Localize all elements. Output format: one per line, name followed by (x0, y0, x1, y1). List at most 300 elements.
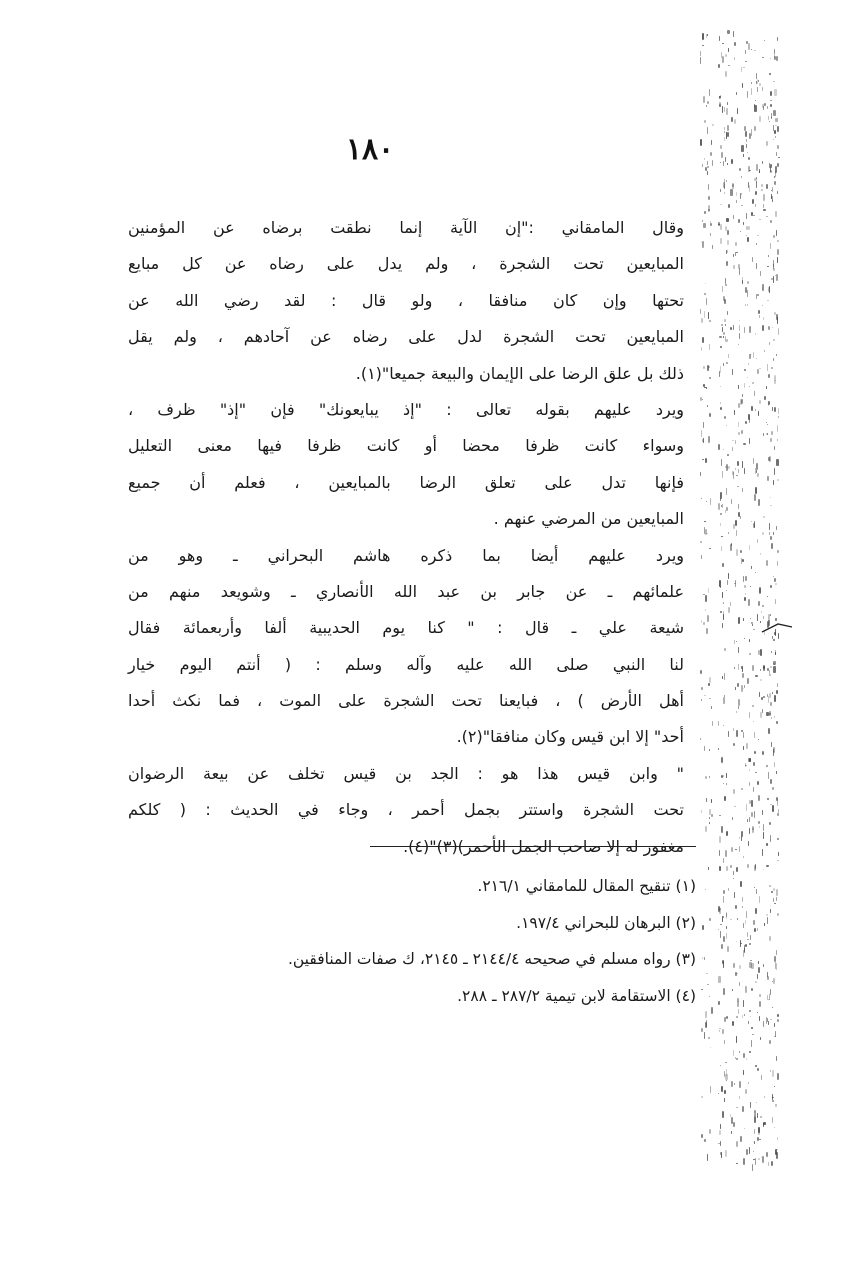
scan-speck (707, 405, 708, 407)
scan-speck (743, 856, 745, 858)
scan-speck (704, 957, 706, 960)
scan-speck (772, 692, 773, 694)
scan-speck (738, 344, 739, 345)
scan-speck (758, 1130, 760, 1135)
scan-speck (771, 742, 772, 747)
scan-speck (761, 189, 763, 191)
scan-speck (750, 1016, 751, 1017)
scan-speck (767, 917, 768, 924)
scan-speck (741, 430, 743, 434)
scan-speck (740, 881, 742, 887)
scan-speck (739, 320, 740, 321)
scan-speck (767, 694, 768, 697)
scan-speck (724, 648, 726, 651)
scan-speck (774, 632, 776, 635)
scan-speck (707, 101, 709, 104)
scan-speck (737, 683, 739, 687)
scan-speck (732, 1021, 734, 1026)
scan-speck (739, 1081, 741, 1088)
scan-speck (753, 1151, 754, 1152)
scan-speck (736, 475, 738, 476)
scan-speck (723, 161, 725, 166)
scan-speck (703, 223, 705, 228)
scan-speck (738, 469, 740, 473)
scan-speck (771, 717, 773, 719)
scan-speck (701, 1096, 703, 1098)
scan-speck (769, 1040, 771, 1044)
scan-speck (700, 472, 701, 476)
scan-speck (757, 1068, 759, 1071)
scan-speck (734, 57, 735, 60)
scan-speck (756, 463, 758, 470)
footnote: (١) تنقيح المقال للمامقاني ٢١٦/١. (477, 877, 696, 895)
scan-speck (727, 466, 729, 469)
scan-speck (747, 819, 749, 822)
scan-speck (757, 473, 759, 477)
scan-speck (743, 443, 745, 445)
scan-speck (773, 260, 774, 267)
scan-speck (777, 257, 778, 263)
scan-speck (708, 184, 709, 190)
scan-speck (727, 946, 729, 952)
scan-speck (726, 218, 728, 222)
scan-speck (719, 371, 720, 377)
scan-speck (728, 573, 729, 579)
scan-speck (778, 408, 779, 414)
scan-speck (758, 1158, 760, 1160)
scan-speck (758, 739, 760, 740)
scan-speck (724, 1040, 726, 1044)
scan-speck (733, 31, 734, 37)
scan-speck (778, 852, 779, 856)
scan-speck (753, 762, 755, 766)
scan-speck (719, 850, 720, 856)
scan-speck (736, 1141, 738, 1147)
scan-speck (736, 941, 738, 942)
scan-speck (761, 184, 763, 187)
scan-speck (726, 783, 728, 785)
scan-speck (727, 311, 729, 315)
scan-speck (760, 712, 761, 718)
scan-speck (721, 459, 723, 466)
scan-speck (749, 326, 751, 333)
scan-speck (736, 200, 737, 203)
scan-speck (707, 615, 709, 622)
scan-speck (748, 1021, 749, 1024)
scan-speck (735, 468, 736, 470)
scan-speck (755, 409, 756, 411)
body-line: المبايعين تحت الشجرة لدل على رضاه عن آحادهم ، ولم يقل (128, 327, 684, 347)
scan-speck (773, 639, 774, 641)
scan-speck (701, 555, 702, 559)
body-line: ويرد عليهم بقوله تعالى : "إذ يبايعونك" فإن "إذ" ظرف ، (128, 399, 684, 419)
scan-speck (730, 602, 731, 606)
scan-speck (735, 972, 737, 976)
scan-speck (774, 54, 775, 58)
scan-speck (701, 498, 703, 499)
scan-speck (736, 549, 738, 556)
scan-speck (748, 758, 750, 762)
scan-speck (763, 1122, 765, 1125)
scan-speck (767, 596, 768, 597)
footnote: (٣) رواه مسلم في صحيحه ٢١٤٤/٤ ـ ٢١٤٥، ك صفات المنافقين. (287, 950, 696, 968)
scan-speck (720, 386, 721, 387)
scan-speck (707, 1154, 709, 1161)
scan-speck (772, 327, 774, 328)
scan-speck (725, 54, 727, 57)
body-line: وسواء كانت ظرفا محضا أو كانت ظرفا فيها معنى التعليل (128, 436, 684, 456)
body-line: مغفور له إلا صاحب الجمل الأحمر)(٣)"(٤). (403, 836, 684, 856)
scan-speck (756, 358, 757, 359)
scan-speck (770, 666, 772, 668)
scan-speck (728, 731, 730, 737)
scan-speck (767, 424, 768, 425)
scan-speck (767, 976, 769, 980)
scan-speck (737, 918, 739, 920)
scan-speck (773, 81, 775, 82)
scan-speck (711, 799, 713, 803)
scan-speck (745, 1089, 747, 1094)
scan-speck (750, 1102, 752, 1108)
scan-speck (739, 982, 740, 986)
scan-speck (742, 897, 743, 902)
scan-speck (743, 67, 745, 68)
body-line: المبايعين تحت الشجرة ، ولم يدل على رضاه عن كل مبايع (128, 254, 684, 274)
scan-speck (747, 939, 749, 940)
scan-speck (773, 480, 774, 485)
scan-speck (754, 126, 756, 131)
scan-speck (742, 1106, 744, 1112)
scan-speck (751, 963, 753, 969)
scan-speck (739, 846, 741, 852)
scan-speck (754, 104, 755, 107)
scan-speck (770, 497, 771, 498)
scan-speck (769, 532, 770, 535)
scan-speck (753, 629, 755, 630)
scan-speck (749, 782, 751, 786)
scan-speck (770, 91, 772, 96)
scan-speck (742, 394, 744, 397)
scan-speck (720, 1124, 721, 1129)
scan-speck (757, 614, 758, 621)
scan-speck (757, 928, 758, 931)
scan-speck (704, 521, 706, 522)
scan-speck (724, 416, 726, 419)
scan-speck (760, 1116, 762, 1118)
scan-speck (770, 220, 772, 223)
scan-speck (749, 712, 751, 718)
scan-speck (731, 1117, 733, 1124)
scan-speck (712, 721, 713, 726)
scan-speck (738, 706, 739, 709)
scan-speck (740, 516, 741, 519)
scan-speck (733, 963, 735, 968)
scan-speck (727, 30, 729, 34)
scan-speck (723, 602, 724, 604)
scan-speck (731, 1081, 733, 1087)
scan-speck (766, 184, 768, 189)
scan-speck (776, 1056, 777, 1061)
scan-speck (768, 255, 769, 257)
scan-speck (757, 974, 758, 979)
scan-speck (763, 194, 765, 201)
scan-speck (728, 204, 730, 208)
scan-speck (720, 492, 722, 499)
scan-speck (745, 61, 747, 62)
scan-speck (722, 43, 724, 44)
scan-speck (727, 230, 729, 235)
scan-speck (772, 1117, 773, 1123)
scan-speck (747, 377, 748, 378)
scan-speck (767, 798, 769, 800)
scan-speck (766, 914, 768, 916)
scan-speck (726, 362, 728, 364)
scan-speck (725, 1150, 727, 1157)
scan-speck (709, 413, 711, 417)
scan-speck (718, 1143, 720, 1144)
scan-speck (720, 224, 722, 230)
scan-speck (732, 440, 734, 441)
scan-speck (733, 325, 735, 330)
scan-speck (723, 775, 725, 777)
scan-speck (726, 773, 728, 778)
scan-speck (769, 822, 771, 825)
scan-speck (740, 231, 741, 232)
scan-speck (769, 936, 771, 941)
scan-speck (756, 73, 757, 79)
scan-speck (759, 1001, 761, 1007)
scan-speck (704, 158, 705, 160)
scan-speck (705, 458, 707, 463)
scan-speck (753, 215, 755, 216)
scan-speck (711, 140, 712, 145)
scan-speck (734, 42, 736, 46)
scan-speck (774, 1086, 775, 1087)
scan-speck (749, 817, 750, 822)
scan-speck (769, 885, 771, 887)
scan-speck (747, 281, 749, 284)
scan-speck (752, 382, 754, 384)
scan-speck (752, 1034, 754, 1035)
scan-speck (777, 1014, 779, 1017)
scan-speck (725, 284, 727, 286)
body-text (128, 210, 684, 865)
scan-speck (745, 944, 747, 947)
scan-speck (718, 976, 720, 983)
scan-speck (751, 212, 753, 216)
scan-speck (738, 385, 739, 389)
scan-speck (744, 585, 746, 588)
scan-speck (736, 1163, 738, 1164)
scan-speck (752, 705, 754, 707)
scan-speck (706, 973, 708, 974)
scan-speck (774, 176, 776, 178)
scan-speck (773, 532, 775, 535)
scan-speck (737, 486, 739, 487)
scan-speck (775, 118, 777, 122)
scan-speck (724, 137, 725, 141)
scan-speck (733, 789, 735, 794)
scan-speck (757, 369, 759, 374)
scan-speck (759, 994, 761, 997)
scan-speck (741, 205, 743, 206)
scan-speck (755, 191, 757, 195)
scan-speck (743, 732, 744, 738)
scan-speck (753, 920, 755, 925)
scan-speck (753, 523, 755, 528)
scan-speck (727, 250, 728, 253)
scan-speck (741, 193, 742, 195)
scan-speck (711, 814, 713, 817)
scan-speck (733, 728, 734, 731)
scan-binding-edge (700, 30, 780, 1170)
scan-speck (770, 702, 772, 706)
scan-speck (773, 125, 774, 131)
scan-speck (727, 102, 728, 105)
scan-speck (768, 326, 769, 330)
scan-speck (723, 936, 725, 942)
scan-speck (707, 171, 708, 175)
scan-speck (720, 924, 722, 925)
scan-speck (770, 909, 771, 913)
scan-speck (754, 751, 756, 754)
scan-speck (772, 787, 774, 790)
scan-speck (708, 196, 710, 200)
scan-speck (722, 1029, 724, 1034)
scan-speck (745, 763, 746, 767)
scan-speck (756, 263, 757, 269)
scan-speck (770, 1019, 771, 1020)
scan-speck (771, 113, 772, 119)
scan-speck (751, 49, 752, 50)
scan-speck (710, 233, 711, 236)
scan-speck (770, 1070, 771, 1072)
scan-speck (778, 416, 780, 418)
scan-speck (774, 1023, 776, 1027)
scan-speck (742, 488, 743, 492)
scan-speck (725, 324, 726, 326)
scan-speck (762, 709, 764, 713)
scan-speck (705, 609, 706, 611)
scan-speck (710, 498, 711, 505)
scan-speck (749, 438, 750, 444)
scan-speck (750, 618, 752, 619)
scan-speck (722, 960, 724, 964)
scan-speck (735, 440, 737, 444)
scan-speck (722, 471, 723, 478)
scan-speck (733, 1122, 735, 1127)
scan-speck (751, 988, 753, 991)
scan-speck (764, 630, 765, 635)
scan-speck (770, 505, 772, 506)
scan-speck (767, 476, 769, 481)
scan-speck (776, 1149, 778, 1150)
scan-speck (733, 265, 735, 269)
scan-speck (726, 590, 727, 591)
scan-speck (776, 721, 777, 724)
scan-speck (744, 1128, 745, 1129)
scan-speck (748, 43, 750, 50)
scan-speck (734, 897, 735, 898)
scan-speck (774, 89, 776, 96)
scan-speck (752, 199, 754, 204)
scan-speck (723, 449, 725, 450)
scan-speck (745, 920, 746, 924)
scan-speck (702, 925, 704, 930)
scan-speck (762, 87, 764, 91)
scan-speck (725, 157, 726, 162)
scan-speck (774, 1036, 776, 1037)
scan-speck (747, 152, 748, 153)
scan-speck (705, 826, 707, 832)
scan-speck (772, 1097, 774, 1098)
scan-speck (777, 191, 779, 194)
body-line: وقال المامقاني :"إن الآية إنما نطقت برضاه عن المؤمنين (128, 218, 684, 237)
scan-speck (759, 368, 761, 369)
scan-speck (774, 578, 776, 582)
scan-speck (755, 572, 756, 573)
scan-speck (738, 664, 739, 670)
body-line: أهل الأرض ) ، فبايعنا تحت الشجرة على الموت ، فما نكث أحدا (128, 691, 684, 711)
scan-speck (704, 746, 705, 751)
scan-speck (731, 159, 733, 164)
scan-speck (770, 614, 771, 616)
scan-speck (746, 213, 748, 219)
scan-speck (741, 836, 742, 841)
scan-speck (741, 145, 743, 152)
scan-speck (742, 280, 744, 284)
scan-speck (747, 304, 748, 306)
scan-speck (718, 444, 720, 450)
scan-speck (762, 284, 764, 291)
scan-speck (754, 494, 756, 501)
scan-speck (748, 841, 750, 846)
scan-speck (754, 928, 756, 932)
scan-speck (764, 1096, 765, 1098)
scan-speck (738, 647, 740, 653)
scan-speck (709, 548, 711, 549)
scan-speck (773, 110, 775, 116)
scan-speck (768, 772, 769, 779)
scan-speck (708, 1037, 710, 1039)
scan-speck (720, 407, 722, 410)
scan-speck (739, 168, 741, 171)
scan-speck (755, 1065, 757, 1067)
scan-speck (770, 585, 771, 588)
scan-speck (755, 772, 757, 773)
scan-speck (777, 838, 779, 840)
scan-speck (728, 607, 730, 613)
scan-speck (705, 1011, 707, 1018)
scan-speck (759, 219, 761, 220)
scan-speck (759, 1016, 760, 1021)
scan-speck (743, 576, 744, 582)
scan-speck (720, 611, 721, 613)
scan-speck (754, 811, 755, 818)
scan-speck (769, 73, 771, 75)
scan-speck (744, 638, 745, 639)
scan-speck (702, 399, 704, 400)
scan-speck (763, 964, 764, 967)
scan-speck (771, 543, 773, 549)
scan-speck (759, 83, 761, 86)
scan-speck (776, 354, 777, 356)
scan-speck (777, 860, 779, 861)
scan-speck (726, 912, 727, 919)
scan-speck (726, 425, 727, 426)
scan-speck (721, 826, 723, 833)
scan-speck (726, 831, 728, 836)
